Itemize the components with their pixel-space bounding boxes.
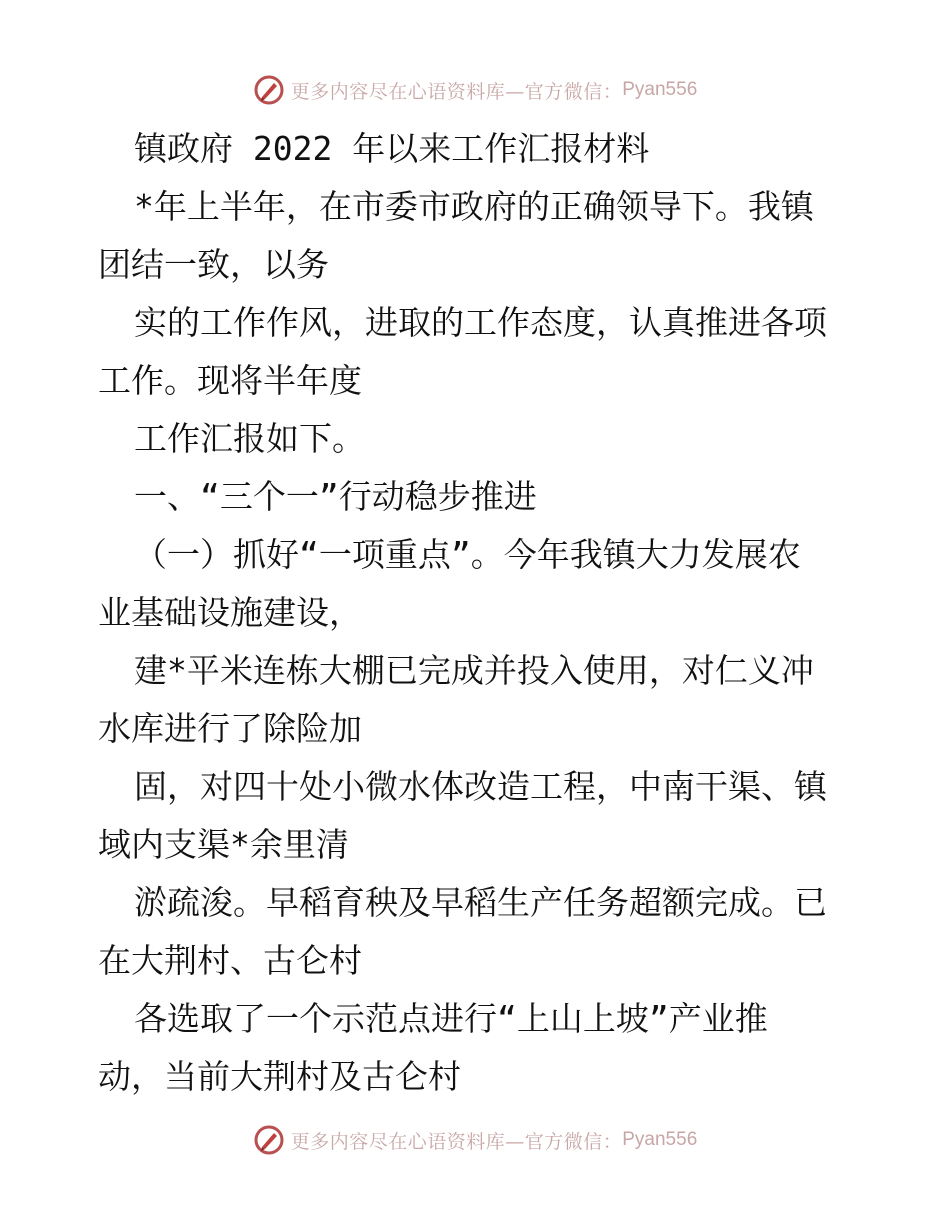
watermark-banner-bottom	[0, 1120, 950, 1160]
document-line: 一、“三个一”行动稳步推进	[134, 477, 537, 516]
banner-contact: Pyan556	[622, 79, 698, 100]
document-line: *年上半年，在市委市政府的正确领导下。我镇	[134, 187, 814, 226]
document-line: 工作。现将半年度	[98, 361, 362, 400]
document-line: 业基础设施建设，	[98, 593, 362, 632]
document-line: 水库进行了除险加	[98, 709, 362, 748]
document-line: 各选取了一个示范点进行“上山上坡”产业推	[134, 999, 768, 1038]
document-line: 团结一致，以务	[98, 245, 329, 284]
banner-contact: Pyan556	[622, 1129, 698, 1150]
document-line: 淤疏浚。早稻育秧及早稻生产任务超额完成。已	[134, 883, 827, 922]
pen-logo-icon	[253, 1124, 285, 1156]
document-line: （一）抓好“一项重点”。今年我镇大力发展农	[134, 535, 801, 574]
document-line: 在大荆村、古仑村	[98, 941, 362, 980]
document-line: 镇政府 2022 年以来工作汇报材料	[134, 129, 650, 168]
pen-logo-icon	[253, 74, 285, 106]
document-line: 动，当前大荆村及古仑村	[98, 1057, 461, 1096]
watermark-banner-top	[0, 70, 950, 110]
document-line: 工作汇报如下。	[134, 419, 365, 458]
document-body	[98, 120, 858, 1106]
document-line: 建*平米连栋大棚已完成并投入使用，对仁义冲	[134, 651, 814, 690]
banner-text: 更多内容尽在心语资料库—官方微信：	[290, 80, 623, 103]
document-line: 固，对四十处小微水体改造工程，中南干渠、镇	[134, 767, 827, 806]
document-line: 实的工作作风，进取的工作态度，认真推进各项	[134, 303, 827, 342]
document-line: 域内支渠*余里清	[98, 825, 349, 864]
banner-text: 更多内容尽在心语资料库—官方微信：	[290, 1130, 623, 1153]
